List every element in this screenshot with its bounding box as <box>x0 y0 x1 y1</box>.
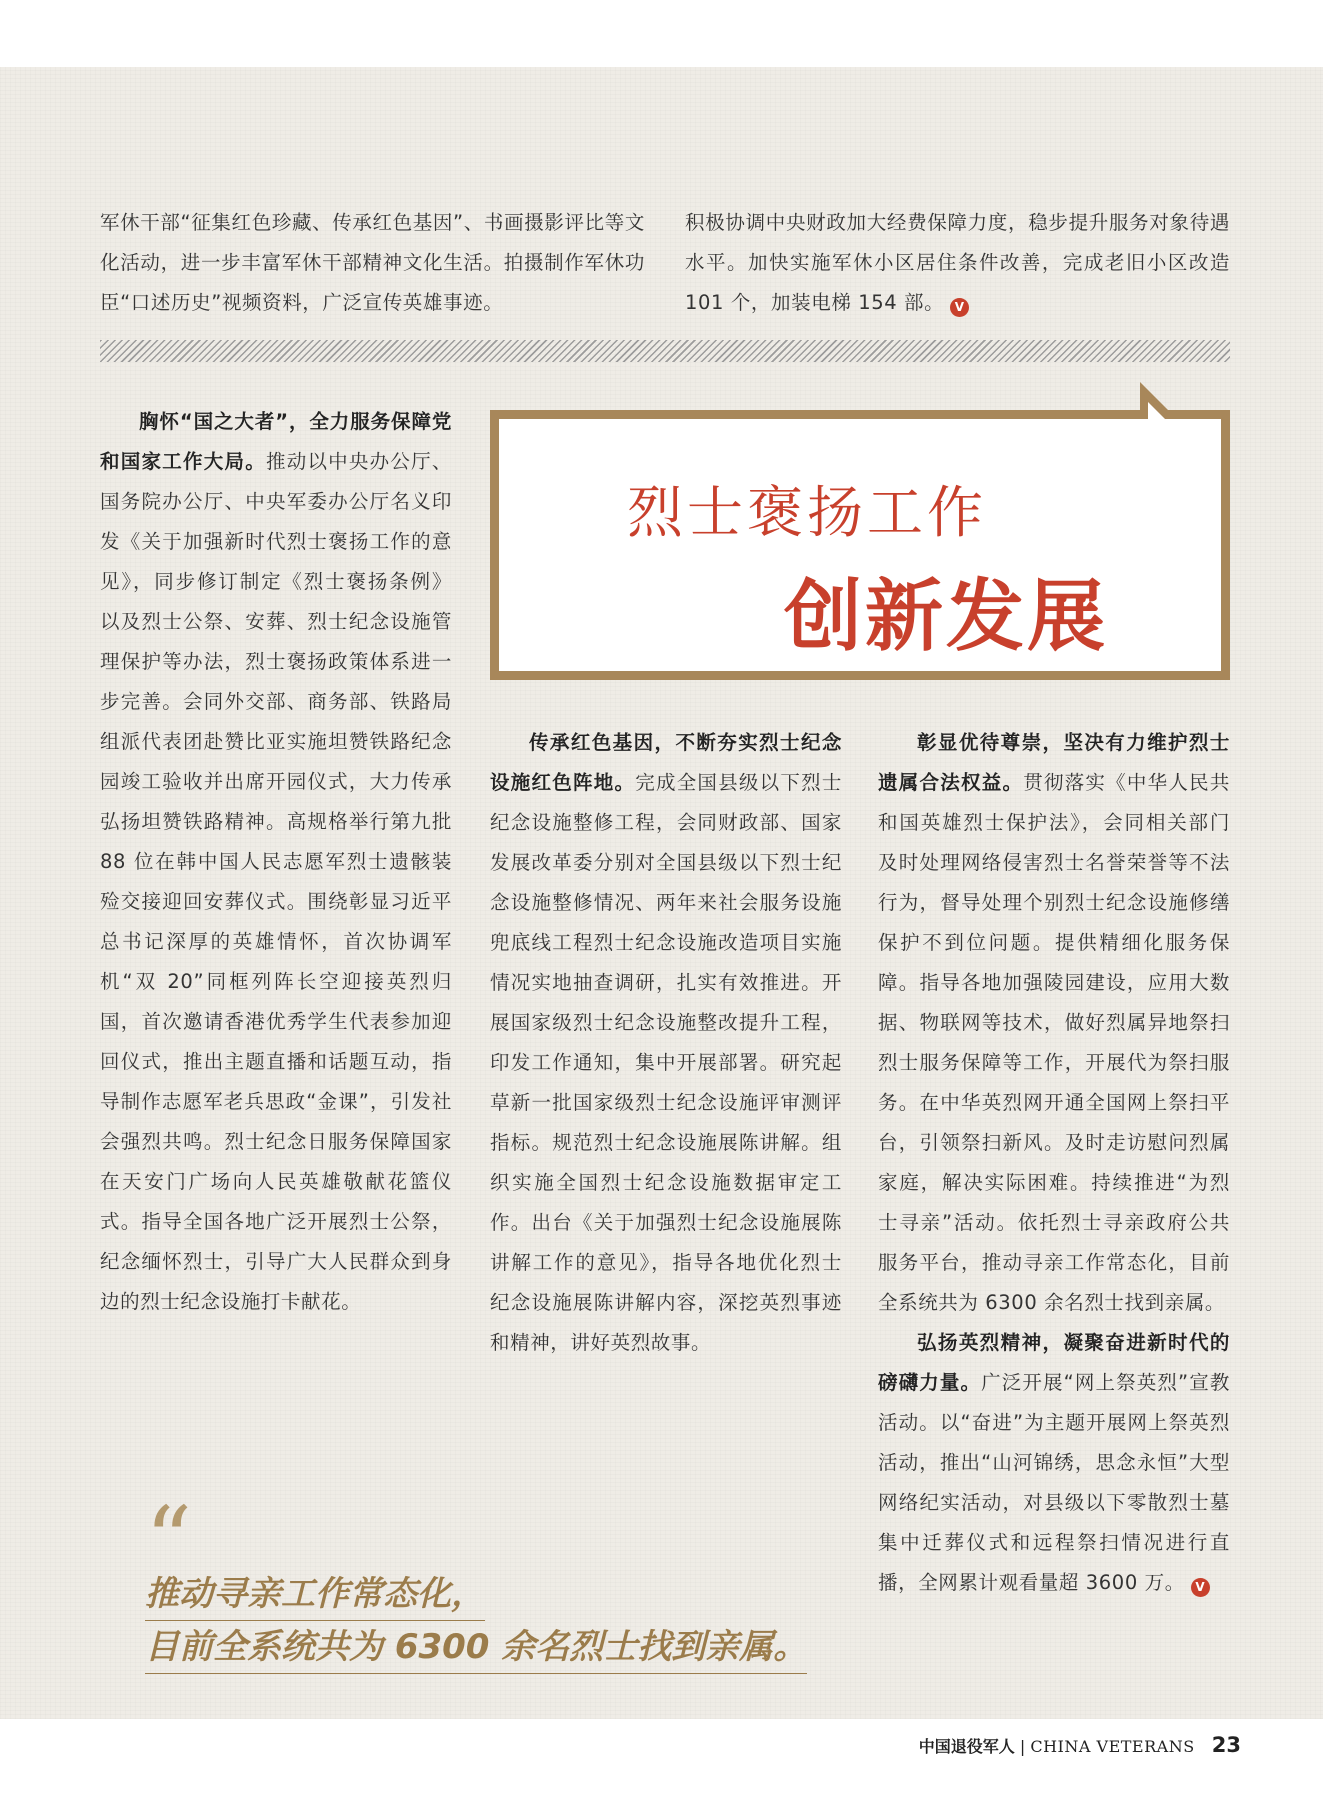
section-divider <box>100 340 1230 362</box>
paragraph-heading: 彰显优待尊崇，坚决有力维护烈士遗属合法权益。 <box>878 731 1230 794</box>
paragraph <box>878 723 1230 1323</box>
paragraph-text: 完成全国县级以下烈士纪念设施整修工程，会同财政部、国家发展改革委分别对全国县级以下烈士纪念设施整修情况、两年来社会服务设施兜底线工程烈士纪念设施改造项目实施情况实地抽查调研，扎实有效推进。开展国家级烈士纪念设施整改提升工程，印发工作通知，集中开展部署。研究起草新一批国家级烈士纪念设施评审测评指标。规范烈士纪念设施展陈讲解。组织实施全国烈士纪念设施数据审定工作。出台《关于加强烈士纪念设施展陈讲解工作的意见》，指导各地优化烈士纪念设施展陈讲解内容，深挖英烈事迹和精神，讲好英烈故事。 <box>490 771 842 1354</box>
top-right-column <box>685 203 1230 323</box>
body-text: 军休干部“征集红色珍藏、传承红色基因”、书画摄影评比等文化活动，进一步丰富军休干部精神文化生活。拍摄制作军休功臣“口述历史”视频资料，广泛宣传英雄事迹。 <box>100 211 645 314</box>
paragraph <box>100 402 452 1322</box>
paragraph-text: 推动以中央办公厅、国务院办公厅、中央军委办公厅名义印发《关于加强新时代烈士褒扬工作的意见》，同步修订制定《烈士褒扬条例》以及烈士公祭、安葬、烈士纪念设施管理保护等办法，烈士褒扬政策体系进一步完善。会同外交部、商务部、铁路局组派代表团赴赞比亚实施坦赞铁路纪念园竣工验收并出席开园仪式，大力传承弘扬坦赞铁路精神。高规格举行第九批 88 位在韩中国人民志愿军烈士遗骸装殓交接迎回安葬仪式。围绕彰显习近平总书记深厚的英雄情怀，首次协调军机“双 20”同框列阵长空迎接英烈归国，首次邀请香港优秀学生代表参加迎回仪式，推出主题直播和话题互动，指导制作志愿军老兵思政“金课”，引发社会强烈共鸣。烈士纪念日服务保障国家在天安门广场向人民英雄敬献花篮仪式。指导全国各地广泛开展烈士公祭，纪念缅怀烈士，引导广大人民群众到身边的烈士纪念设施打卡献花。 <box>100 450 452 1313</box>
footer-separator: | <box>1019 1737 1026 1756</box>
top-left-column <box>100 203 645 323</box>
section-title-line1: 烈士褒扬工作 <box>627 481 987 546</box>
body-text <box>685 203 1230 323</box>
quote-mark-icon: “ <box>145 1487 193 1594</box>
paragraph-heading: 传承红色基因，不断夯实烈士纪念设施红色阵地。 <box>490 731 842 794</box>
paragraph-heading: 弘扬英烈精神，凝聚奋进新时代的磅礴力量。 <box>878 1331 1230 1394</box>
paragraph-text: 贯彻落实《中华人民共和国英雄烈士保护法》，会同相关部门及时处理网络侵害烈士名誉荣誉等不法行为，督导处理个别烈士纪念设施修缮保护不到位问题。提供精细化服务保障。指导各地加强陵园建设，应用大数据、物联网等技术，做好烈属异地祭扫烈士服务保障等工作，开展代为祭扫服务。在中华英烈网开通全国网上祭扫平台，引领祭扫新风。及时走访慰问烈属家庭，解决实际困难。持续推进“为烈士寻亲”活动。依托烈士寻亲政府公共服务平台，推动寻亲工作常态化，目前全系统共为 6300 余名烈士找到亲属。 <box>878 771 1230 1314</box>
pull-quote-line1: 推动寻亲工作常态化， <box>145 1568 485 1621</box>
paragraph-text: 广泛开展“网上祭英烈”宣教活动。以“奋进”为主题开展网上祭英烈活动，推出“山河锦绣，思念永恒”大型网络纪实活动，对县级以下零散烈士墓集中迁葬仪式和远程祭扫情况进行直播，全网累计观看量超 3600 万。 <box>878 1371 1230 1594</box>
end-mark-icon: V <box>950 298 969 317</box>
section-title-line2: 创新发展 <box>784 572 1109 662</box>
callout-tail-inner <box>1148 402 1166 420</box>
magazine-name-en: CHINA VETERANS <box>1030 1737 1195 1756</box>
pull-quote-line2: 目前全系统共为 6300 余名烈士找到亲属。 <box>145 1621 807 1674</box>
body-text-span: 积极协调中央财政加大经费保障力度，稳步提升服务对象待遇水平。加快实施军休小区居住条件改善，完成老旧小区改造 101 个，加装电梯 154 部。 <box>685 211 1230 314</box>
paragraph <box>878 1323 1230 1603</box>
paragraph-heading: 胸怀“国之大者”，全力服务保障党和国家工作大局。 <box>100 410 452 473</box>
end-mark-icon: V <box>1191 1578 1210 1597</box>
column-2 <box>490 723 842 1363</box>
pull-quote <box>145 1568 825 1674</box>
column-3 <box>878 723 1230 1603</box>
section-title-box <box>490 410 1230 680</box>
page-number: 23 <box>1211 1733 1241 1757</box>
magazine-name-cn: 中国退役军人 <box>918 1737 1015 1756</box>
paragraph <box>490 723 842 1363</box>
column-1 <box>100 402 452 1322</box>
page-footer <box>919 1733 1241 1757</box>
